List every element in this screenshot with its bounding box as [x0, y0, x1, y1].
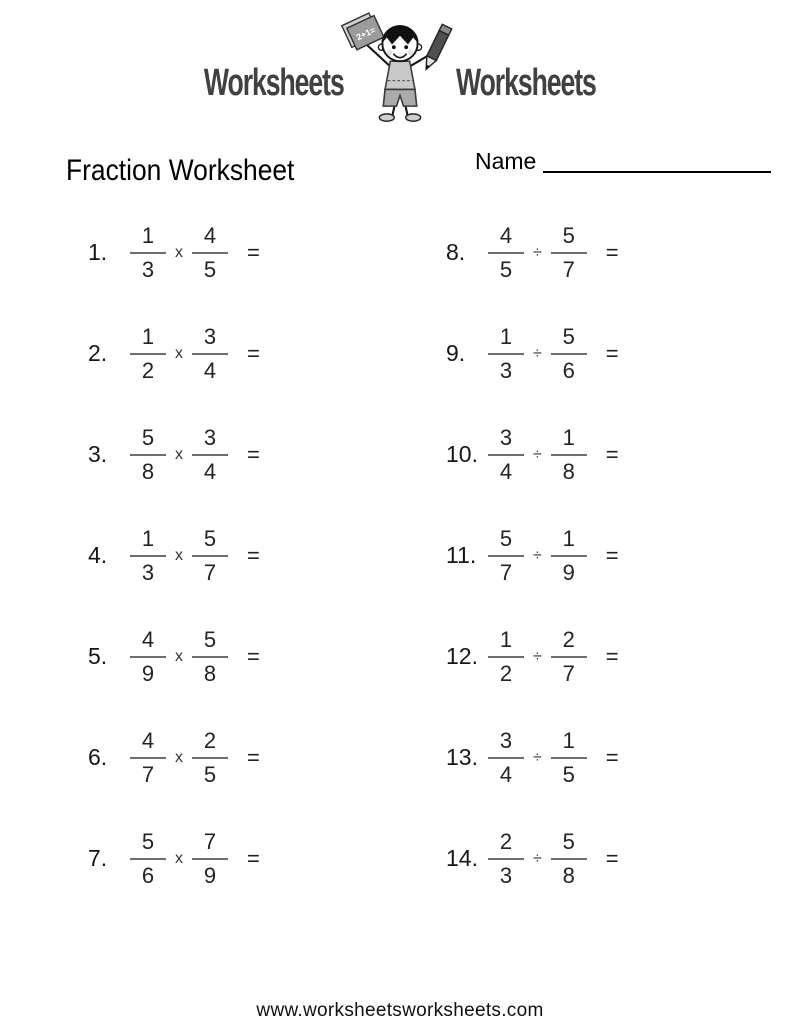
fraction-first: [130, 222, 166, 282]
fraction-numerator: 4: [141, 727, 155, 753]
fraction-second: [192, 323, 228, 383]
fraction-numerator: 2: [562, 626, 575, 652]
equals-sign: =: [247, 441, 260, 467]
kid-legs: [392, 105, 408, 116]
equals-sign: =: [247, 845, 260, 871]
fraction-numerator: 1: [562, 424, 575, 450]
fraction-denominator: 9: [203, 862, 217, 888]
kid-foot-right: [406, 114, 421, 121]
footer-url: www.worksheetsworksheets.com: [256, 1000, 544, 1021]
problems-column-right: [446, 202, 619, 909]
name-label: Name: [475, 148, 537, 174]
fraction-denominator: 7: [499, 559, 513, 585]
fraction-denominator: 8: [562, 458, 575, 484]
fraction-first: [488, 222, 524, 282]
equals-sign: =: [605, 845, 619, 871]
equals-sign: =: [605, 744, 619, 770]
problem-row: [88, 202, 260, 303]
fraction-second: [551, 727, 587, 787]
fraction-denominator: 9: [562, 559, 575, 585]
fraction-first: [488, 525, 524, 585]
fraction-numerator: 4: [203, 222, 217, 248]
fraction-numerator: 3: [499, 727, 513, 753]
page-title: Fraction Worksheet: [66, 154, 295, 187]
fraction-denominator: 3: [141, 256, 155, 282]
problem-number: 13.: [446, 744, 478, 770]
equals-sign: =: [605, 340, 619, 366]
pencil-icon: [421, 24, 451, 71]
problem-row: [446, 808, 619, 909]
equals-sign: =: [605, 643, 619, 669]
fraction-first: [488, 424, 524, 484]
problem-number: 5.: [88, 643, 108, 669]
fraction-second: [551, 525, 587, 585]
logo-text-left: Worksheets: [204, 62, 344, 104]
fraction-denominator: 8: [203, 660, 217, 686]
logo-text-right: Worksheets: [456, 62, 596, 104]
problems-column-left: [88, 202, 260, 909]
operator-sign: ÷: [533, 849, 542, 867]
fraction-denominator: 8: [562, 862, 575, 888]
fraction-numerator: 1: [499, 626, 513, 652]
fraction-numerator: 1: [141, 323, 155, 349]
fraction-denominator: 6: [141, 862, 155, 888]
fraction-numerator: 1: [562, 727, 575, 753]
fraction-first: [488, 727, 524, 787]
operator-sign: x: [175, 546, 183, 564]
problem-number: 8.: [446, 239, 466, 265]
operator-sign: x: [175, 748, 183, 766]
name-field: [475, 147, 771, 176]
kid-foot-left: [379, 114, 394, 121]
fraction-denominator: 7: [203, 559, 217, 585]
operator-sign: x: [175, 243, 183, 261]
operator-sign: ÷: [533, 748, 542, 766]
fraction-second: [551, 626, 587, 686]
problem-row: [88, 707, 260, 808]
operator-sign: ÷: [533, 344, 542, 362]
fraction-numerator: 4: [499, 222, 513, 248]
problem-row: [446, 303, 619, 404]
fraction-numerator: 5: [141, 828, 155, 854]
fraction-first: [130, 727, 166, 787]
fraction-numerator: 5: [562, 828, 575, 854]
fraction-denominator: 4: [499, 761, 513, 787]
problem-row: [88, 303, 260, 404]
problem-number: 4.: [88, 542, 108, 568]
problem-number: 11.: [446, 542, 477, 568]
operator-sign: x: [175, 445, 183, 463]
fraction-denominator: 2: [141, 357, 155, 383]
books-icon: [342, 12, 384, 52]
fraction-numerator: 3: [203, 323, 217, 349]
fraction-second: [551, 424, 587, 484]
operator-sign: ÷: [533, 243, 542, 261]
fraction-second: [192, 222, 228, 282]
fraction-first: [488, 828, 524, 888]
kid-shirt: [385, 61, 415, 89]
problem-number: 14.: [446, 845, 478, 871]
fraction-denominator: 7: [562, 660, 575, 686]
problem-row: [88, 606, 260, 707]
operator-sign: ÷: [533, 647, 542, 665]
equals-sign: =: [247, 643, 260, 669]
worksheets-logo: [0, 4, 800, 122]
book-label: 2+1=: [354, 24, 378, 43]
operator-sign: x: [175, 849, 183, 867]
fraction-second: [192, 626, 228, 686]
kid-cheek-right: [408, 49, 414, 55]
fraction-numerator: 1: [562, 525, 575, 551]
fraction-first: [488, 323, 524, 383]
fraction-first: [130, 626, 166, 686]
equals-sign: =: [605, 441, 619, 467]
name-blank-line: [543, 171, 771, 173]
fraction-denominator: 6: [562, 357, 575, 383]
problem-row: [446, 202, 619, 303]
problem-row: [88, 505, 260, 606]
fraction-denominator: 3: [141, 559, 155, 585]
problem-row: [446, 404, 619, 505]
fraction-numerator: 2: [499, 828, 513, 854]
fraction-denominator: 4: [203, 458, 217, 484]
fraction-second: [551, 323, 587, 383]
equals-sign: =: [605, 542, 619, 568]
fraction-denominator: 5: [499, 256, 513, 282]
problem-number: 10.: [446, 441, 478, 467]
fraction-numerator: 5: [562, 323, 575, 349]
fraction-numerator: 4: [141, 626, 155, 652]
fraction-second: [192, 727, 228, 787]
problem-number: 2.: [88, 340, 108, 366]
fraction-denominator: 8: [141, 458, 155, 484]
fraction-numerator: 5: [203, 626, 217, 652]
operator-sign: ÷: [533, 546, 542, 564]
fraction-first: [130, 424, 166, 484]
fraction-first: [130, 828, 166, 888]
problem-row: [446, 505, 619, 606]
fraction-numerator: 2: [203, 727, 217, 753]
kid-eye-right: [404, 45, 408, 49]
fraction-numerator: 3: [499, 424, 513, 450]
fraction-numerator: 5: [141, 424, 155, 450]
problem-number: 7.: [88, 845, 108, 871]
fraction-denominator: 9: [141, 660, 155, 686]
fraction-numerator: 5: [203, 525, 217, 551]
problem-number: 9.: [446, 340, 466, 366]
problem-number: 12.: [446, 643, 478, 669]
operator-sign: x: [175, 647, 183, 665]
fraction-second: [192, 424, 228, 484]
problem-row: [446, 606, 619, 707]
fraction-second: [551, 828, 587, 888]
fraction-denominator: 7: [562, 256, 575, 282]
fraction-denominator: 7: [141, 761, 155, 787]
fraction-first: [488, 626, 524, 686]
fraction-denominator: 2: [499, 660, 513, 686]
fraction-denominator: 3: [499, 357, 513, 383]
equals-sign: =: [247, 340, 260, 366]
equals-sign: =: [605, 239, 619, 265]
fraction-numerator: 5: [562, 222, 575, 248]
fraction-second: [192, 828, 228, 888]
fraction-denominator: 4: [499, 458, 513, 484]
fraction-second: [192, 525, 228, 585]
problem-number: 1.: [88, 239, 108, 265]
fraction-numerator: 3: [203, 424, 217, 450]
fraction-denominator: 5: [203, 761, 217, 787]
problem-row: [88, 808, 260, 909]
problem-number: 3.: [88, 441, 108, 467]
fraction-denominator: 4: [203, 357, 217, 383]
fraction-denominator: 5: [562, 761, 575, 787]
kid-cheek-left: [386, 49, 392, 55]
fraction-numerator: 1: [141, 222, 155, 248]
fraction-first: [130, 323, 166, 383]
fraction-numerator: 1: [499, 323, 513, 349]
fraction-second: [551, 222, 587, 282]
problem-row: [446, 707, 619, 808]
fraction-numerator: 5: [499, 525, 513, 551]
operator-sign: x: [175, 344, 183, 362]
fraction-denominator: 3: [499, 862, 513, 888]
fraction-numerator: 1: [141, 525, 155, 551]
fraction-numerator: 7: [203, 828, 217, 854]
equals-sign: =: [247, 744, 260, 770]
problem-number: 6.: [88, 744, 108, 770]
kid-shorts: [383, 89, 416, 106]
equals-sign: =: [247, 542, 260, 568]
problem-row: [88, 404, 260, 505]
equals-sign: =: [247, 239, 260, 265]
fraction-first: [130, 525, 166, 585]
fraction-denominator: 5: [203, 256, 217, 282]
kid-eye-left: [392, 45, 396, 49]
cartoon-kid-icon: [334, 4, 466, 122]
operator-sign: ÷: [533, 445, 542, 463]
